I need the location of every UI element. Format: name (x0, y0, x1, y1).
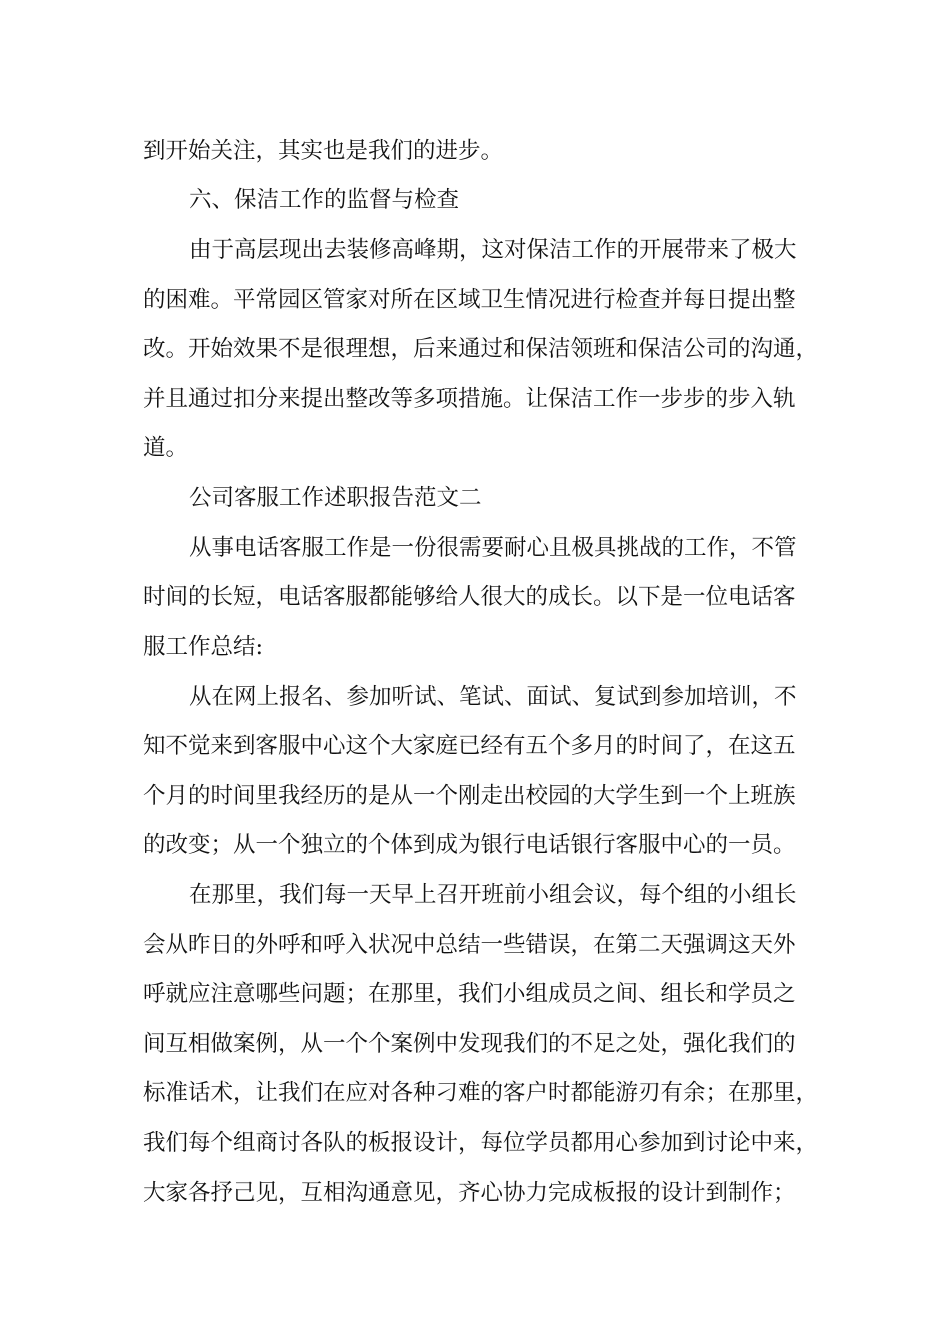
text-line: 到开始关注，其实也是我们的进步。 (143, 138, 504, 164)
text-line: 间互相做案例，从一个个案例中发现我们的不足之处，强化我们的 (143, 1031, 796, 1057)
text-line: 从在网上报名、参加听试、笔试、面试、复试到参加培训，不 (189, 684, 797, 710)
text-line: 会从昨日的外呼和呼入状况中总结一些错误，在第二天强调这天外 (143, 932, 796, 958)
section-heading: 六、保洁工作的监督与检查 (189, 187, 460, 213)
text-line: 改。开始效果不是很理想，后来通过和保洁领班和保洁公司的沟通， (143, 336, 819, 362)
text-line: 在那里，我们每一天早上召开班前小组会议，每个组的小组长 (189, 882, 797, 908)
text-line: 我们每个组商讨各队的板报设计，每位学员都用心参加到讨论中来， (143, 1130, 819, 1156)
text-line: 服工作总结: (143, 634, 264, 660)
text-line: 时间的长短，电话客服都能够给人很大的成长。以下是一位电话客 (143, 584, 796, 610)
text-line: 的改变；从一个独立的个体到成为银行电话银行客服中心的一员。 (143, 832, 796, 858)
text-line: 知不觉来到客服中心这个大家庭已经有五个多月的时间了，在这五 (143, 733, 796, 759)
text-line: 大家各抒己见，互相沟通意见，齐心协力完成板报的设计到制作； (143, 1180, 796, 1206)
text-line: 并且通过扣分来提出整改等多项措施。让保洁工作一步步的步入轨 (143, 386, 796, 412)
text-line: 个月的时间里我经历的是从一个刚走出校园的大学生到一个上班族 (143, 783, 796, 809)
section-heading: 公司客服工作述职报告范文二 (189, 485, 482, 511)
text-line: 标准话术，让我们在应对各种刁难的客户时都能游刃有余；在那里， (143, 1080, 819, 1106)
text-line: 由于高层现出去装修高峰期，这对保洁工作的开展带来了极大 (189, 237, 797, 263)
text-line: 呼就应注意哪些问题；在那里，我们小组成员之间、组长和学员之 (143, 981, 796, 1007)
text-line: 的困难。平常园区管家对所在区域卫生情况进行检查并每日提出整 (143, 287, 796, 313)
text-line: 道。 (143, 435, 189, 461)
text-line: 从事电话客服工作是一份很需要耐心且极具挑战的工作，不管 (189, 535, 797, 561)
